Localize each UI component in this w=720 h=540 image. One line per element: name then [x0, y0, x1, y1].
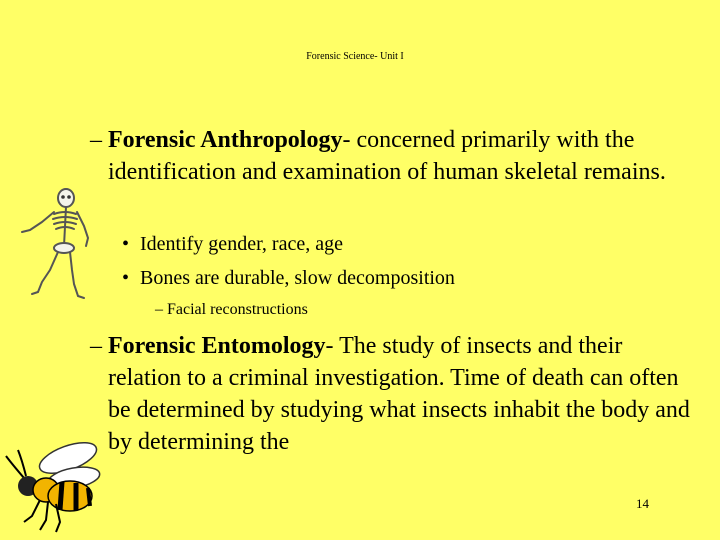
bullet-dot: • [122, 233, 130, 255]
anthropology-paragraph [90, 124, 698, 188]
entomology-paragraph [90, 330, 698, 458]
skeleton-icon [16, 188, 96, 306]
bee-icon [4, 438, 110, 534]
bullet-text: Identify gender, race, age [140, 233, 343, 255]
bullet-dot: • [122, 267, 130, 289]
entomology-term: Forensic Entomology [108, 333, 326, 359]
bullet-text: Bones are durable, slow decomposition [140, 267, 455, 289]
dash-marker: – [90, 127, 102, 153]
sub-bullet [155, 300, 308, 320]
sub-bullet-dash: – [155, 301, 163, 318]
anthropology-description: - concerned primarily with the identification and examination of human skeletal remains. [108, 127, 666, 185]
anthropology-term: Forensic Anthropology [108, 127, 343, 153]
slide-header: Forensic Science- Unit I [306, 51, 404, 62]
sub-bullet-text: Facial reconstructions [167, 301, 308, 318]
entomology-description: - The study of insects and their relation to a criminal investigation. Time of death can often be determined by studying what insects inhabit the body and by determining the [108, 333, 690, 455]
dash-marker: – [90, 333, 102, 359]
page-number: 14 [636, 496, 649, 511]
